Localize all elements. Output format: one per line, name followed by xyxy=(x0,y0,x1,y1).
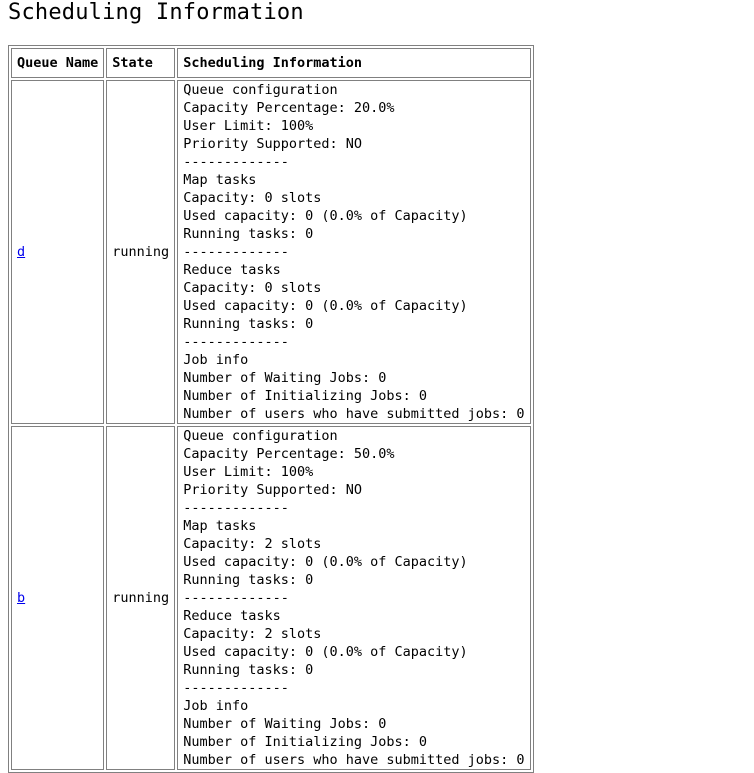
scheduling-info-cell xyxy=(177,426,530,770)
map-capacity: Capacity: 2 slots xyxy=(183,536,322,552)
reduce-used-capacity: Used capacity: 0 (0.0% of Capacity) xyxy=(183,644,468,660)
queue-name-cell xyxy=(11,80,104,424)
queue-config-heading: Queue configuration xyxy=(183,428,338,444)
column-header-state: State xyxy=(106,48,175,78)
queue-state-cell xyxy=(106,426,175,770)
reduce-capacity: Capacity: 2 slots xyxy=(183,626,322,642)
map-capacity: Capacity: 0 slots xyxy=(183,190,322,206)
job-info-heading: Job info xyxy=(183,352,249,368)
map-used-capacity: Used capacity: 0 (0.0% of Capacity) xyxy=(183,208,468,224)
map-tasks-heading: Map tasks xyxy=(183,172,257,188)
reduce-used-capacity: Used capacity: 0 (0.0% of Capacity) xyxy=(183,298,468,314)
capacity-percentage: Capacity Percentage: 20.0% xyxy=(183,100,395,116)
separator: ------------- xyxy=(183,680,289,696)
queue-state: running xyxy=(112,590,170,606)
queue-config-heading: Queue configuration xyxy=(183,82,338,98)
queue-name-cell xyxy=(11,426,104,770)
separator: ------------- xyxy=(183,244,289,260)
queue-state: running xyxy=(112,244,170,260)
column-header-scheduling-information: Scheduling Information xyxy=(177,48,530,78)
initializing-jobs: Number of Initializing Jobs: 0 xyxy=(183,388,428,404)
reduce-tasks-heading: Reduce tasks xyxy=(183,262,281,278)
table-row-queue-d xyxy=(11,80,531,424)
map-running-tasks: Running tasks: 0 xyxy=(183,226,314,242)
column-header-queue-name: Queue Name xyxy=(11,48,104,78)
priority-supported: Priority Supported: NO xyxy=(183,482,362,498)
scheduling-table xyxy=(8,45,534,773)
table-row-queue-b xyxy=(11,426,531,770)
separator: ------------- xyxy=(183,334,289,350)
queue-link-b[interactable]: b xyxy=(17,590,26,606)
separator: ------------- xyxy=(183,154,289,170)
table-header-row xyxy=(11,48,531,78)
reduce-running-tasks: Running tasks: 0 xyxy=(183,316,314,332)
waiting-jobs: Number of Waiting Jobs: 0 xyxy=(183,370,387,386)
priority-supported: Priority Supported: NO xyxy=(183,136,362,152)
page-title: Scheduling Information xyxy=(8,0,304,25)
reduce-capacity: Capacity: 0 slots xyxy=(183,280,322,296)
scheduling-info-cell xyxy=(177,80,530,424)
waiting-jobs: Number of Waiting Jobs: 0 xyxy=(183,716,387,732)
reduce-tasks-heading: Reduce tasks xyxy=(183,608,281,624)
separator: ------------- xyxy=(183,500,289,516)
capacity-percentage: Capacity Percentage: 50.0% xyxy=(183,446,395,462)
initializing-jobs: Number of Initializing Jobs: 0 xyxy=(183,734,428,750)
map-used-capacity: Used capacity: 0 (0.0% of Capacity) xyxy=(183,554,468,570)
map-tasks-heading: Map tasks xyxy=(183,518,257,534)
queue-state-cell xyxy=(106,80,175,424)
user-limit: User Limit: 100% xyxy=(183,118,314,134)
users-submitted-jobs: Number of users who have submitted jobs: 0 xyxy=(183,752,525,768)
reduce-running-tasks: Running tasks: 0 xyxy=(183,662,314,678)
separator: ------------- xyxy=(183,590,289,606)
user-limit: User Limit: 100% xyxy=(183,464,314,480)
job-info-heading: Job info xyxy=(183,698,249,714)
map-running-tasks: Running tasks: 0 xyxy=(183,572,314,588)
queue-link-d[interactable]: d xyxy=(17,244,26,260)
users-submitted-jobs: Number of users who have submitted jobs: 0 xyxy=(183,406,525,422)
